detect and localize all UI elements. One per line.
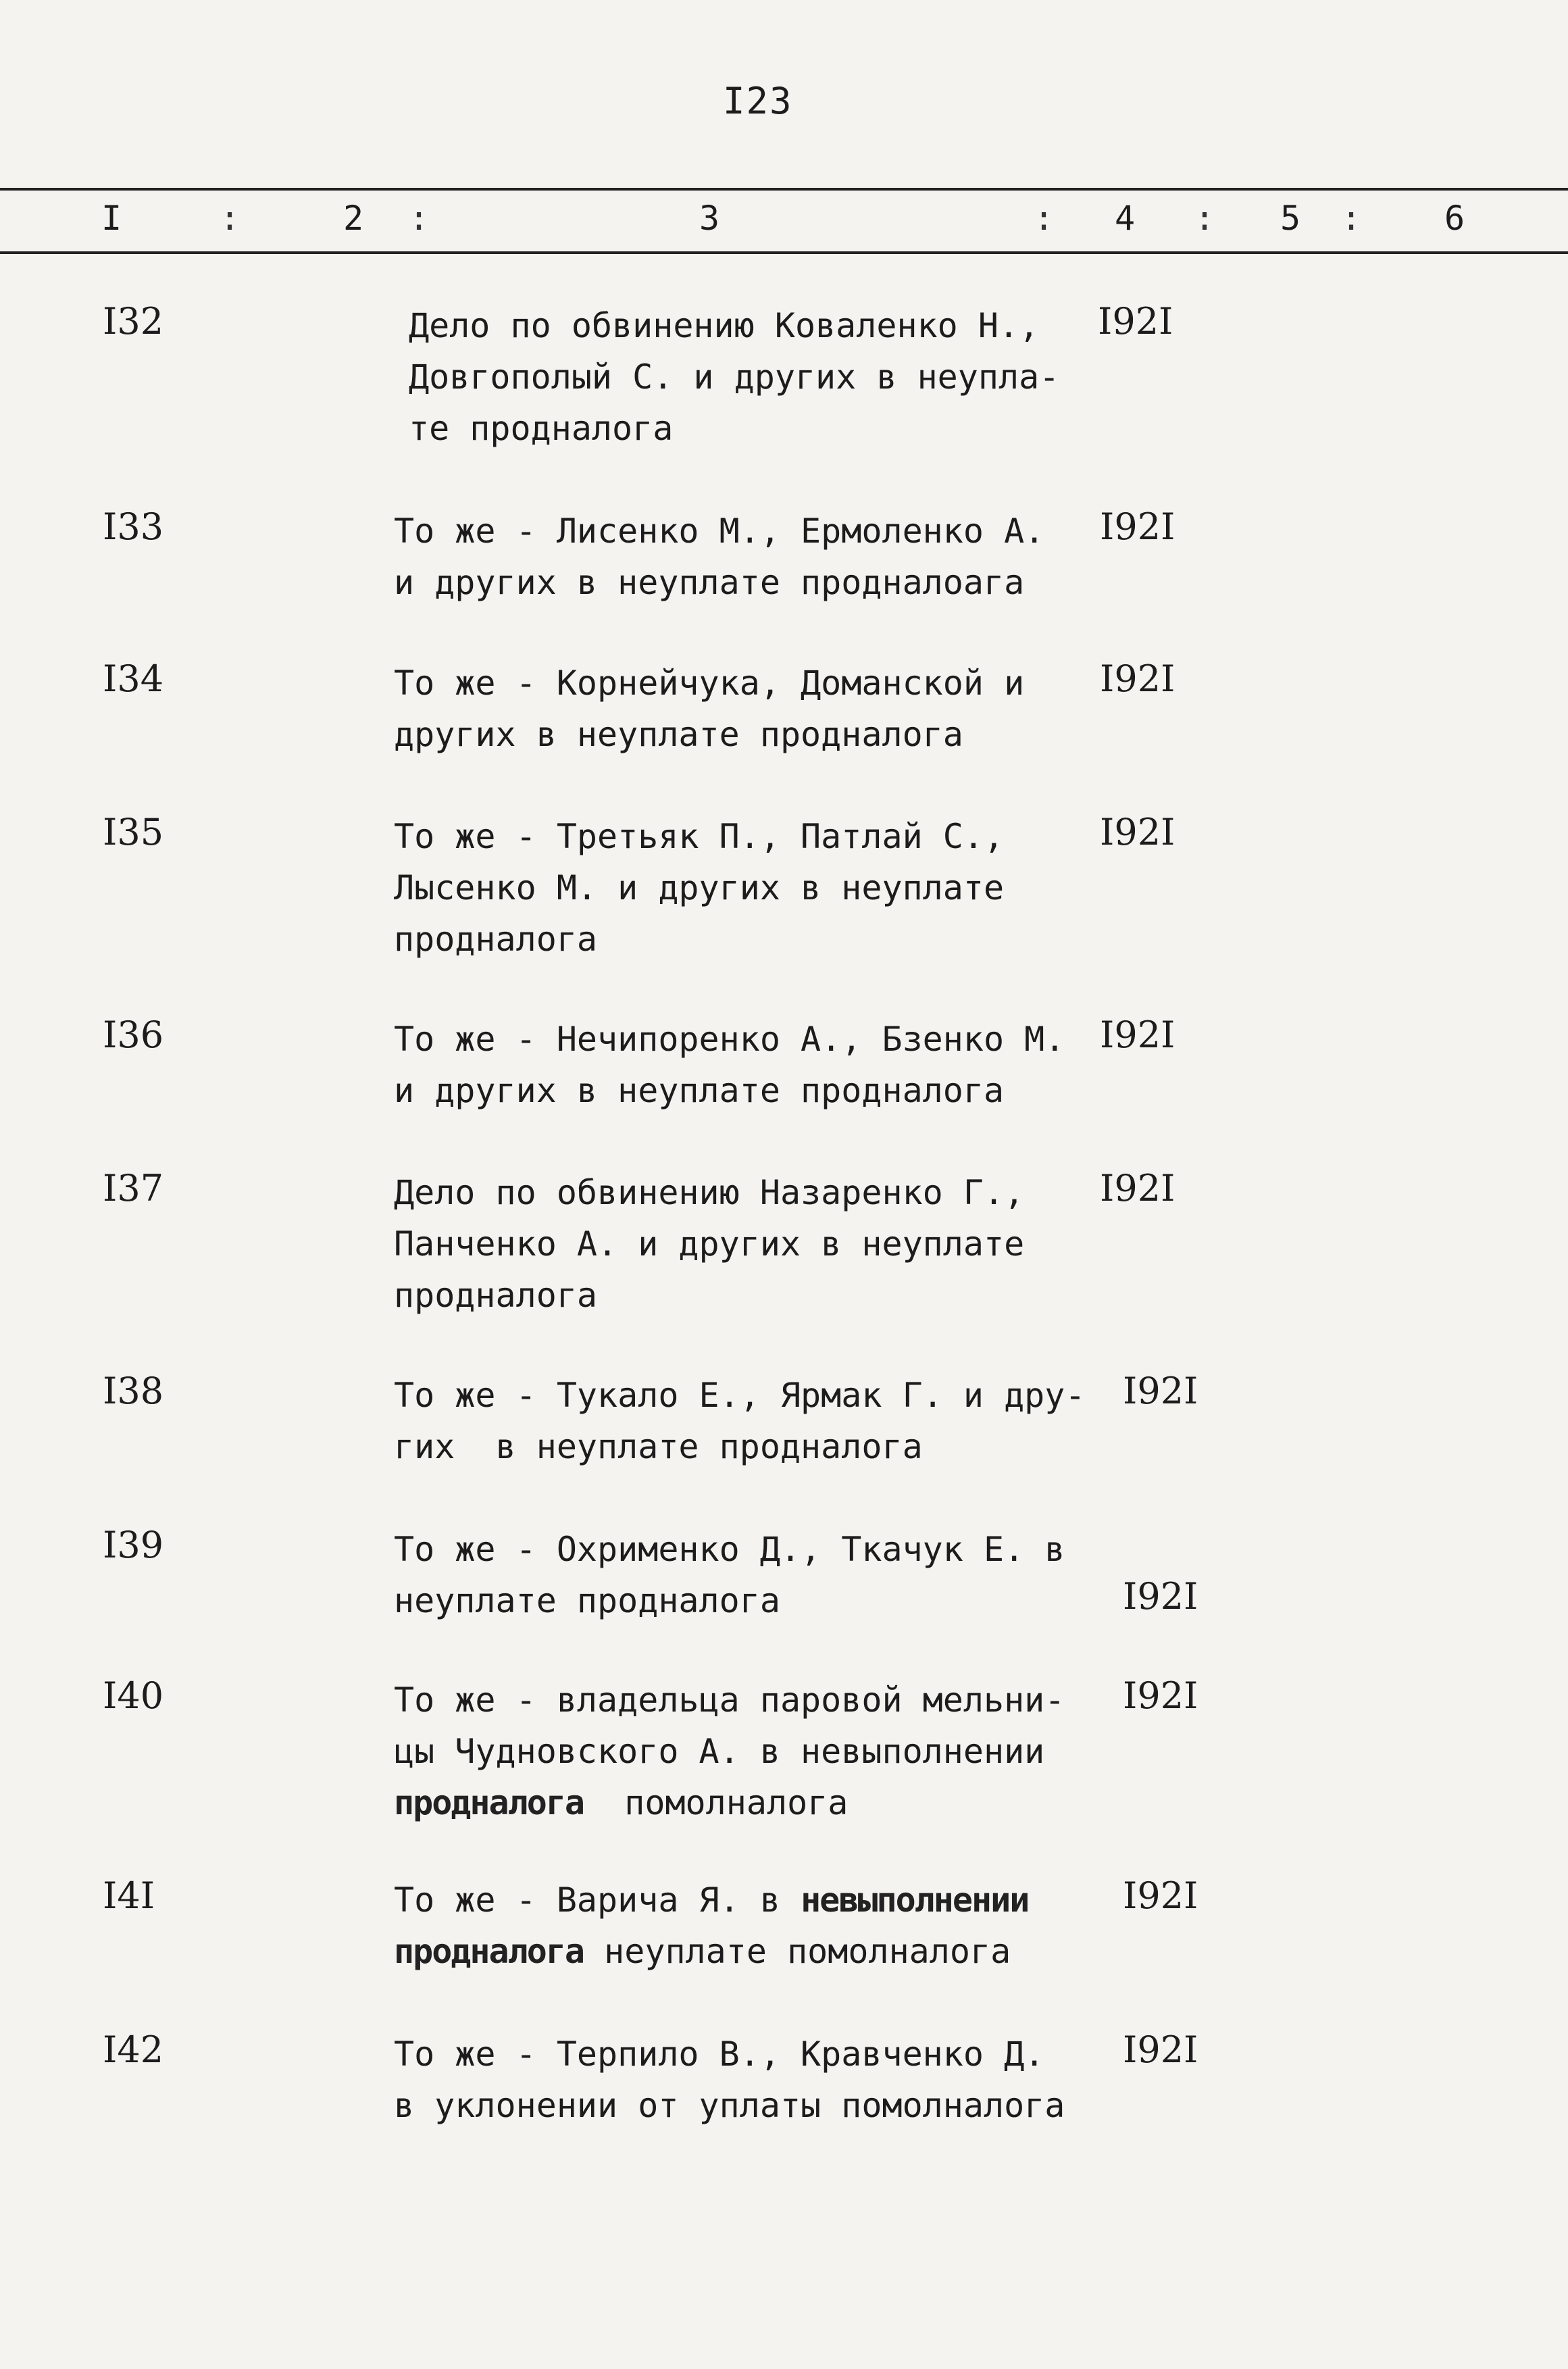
title-line: Довгополый С. и других в неупла- — [409, 357, 1060, 397]
case-title — [394, 1674, 1090, 1828]
year: I92I — [1098, 300, 1173, 343]
case-title — [394, 1014, 1090, 1116]
title-line: гих в неуплате продналога — [394, 1427, 923, 1466]
struck-out-word: продналога — [394, 1932, 584, 1971]
title-line: Дело по обвинению Назаренко Г., — [394, 1173, 1025, 1212]
case-title — [394, 1524, 1090, 1626]
column-separator: : — [1034, 199, 1055, 238]
title-line: То же - Нечипоренко А., Бзенко М. — [394, 1020, 1065, 1059]
case-title — [394, 657, 1090, 760]
column-header-3: 3 — [699, 199, 720, 238]
case-title — [394, 1874, 1090, 1977]
title-line: продналога — [394, 920, 598, 959]
row-number: I42 — [103, 2028, 164, 2071]
column-header-1: I — [101, 199, 122, 238]
year: I92I — [1100, 1014, 1175, 1056]
column-separator: : — [1194, 199, 1215, 238]
row-number: I32 — [103, 300, 164, 343]
title-line — [394, 1777, 1090, 1828]
column-header-2: 2 — [343, 199, 364, 238]
column-header-6: 6 — [1444, 199, 1465, 238]
year: I92I — [1100, 505, 1175, 548]
struck-out-word: невыполнении — [801, 1880, 1029, 1920]
title-line: Лысенко М. и других в неуплате — [394, 868, 1005, 907]
case-title — [394, 2028, 1090, 2131]
year: I92I — [1100, 657, 1175, 700]
year: I92I — [1123, 1575, 1198, 1618]
year: I92I — [1100, 1167, 1175, 1210]
title-line: То же - Корнейчука, Доманской и — [394, 664, 1025, 703]
case-title — [394, 811, 1090, 965]
table-rule-top — [0, 188, 1568, 191]
case-title — [409, 300, 1105, 454]
table-rule-bottom — [0, 251, 1568, 254]
title-line: То же - Тукало Е., Ярмак Г. и дру- — [394, 1376, 1086, 1415]
title-line: То же - владельца паровой мельни- — [394, 1680, 1065, 1720]
title-line-text: неуплате помолналога — [604, 1932, 1011, 1971]
struck-out-word: продналога — [394, 1783, 584, 1822]
row-number: I34 — [103, 657, 164, 700]
title-line: других в неуплате продналога — [394, 715, 963, 754]
row-number: I40 — [103, 1674, 164, 1717]
title-line: цы Чудновского А. в невыполнении — [394, 1732, 1045, 1771]
case-title — [394, 505, 1090, 608]
year: I92I — [1123, 2028, 1198, 2071]
row-number: I33 — [103, 505, 164, 548]
column-separator: : — [409, 199, 430, 238]
title-line: продналога — [394, 1276, 598, 1315]
title-line: То же - Третьяк П., Патлай С., — [394, 817, 1005, 856]
title-line — [394, 1874, 1090, 1926]
year: I92I — [1123, 1370, 1198, 1412]
column-header-5: 5 — [1280, 199, 1301, 238]
title-line: То же - Лисенко М., Ермоленко А. — [394, 512, 1045, 551]
row-number: I37 — [103, 1167, 164, 1210]
row-number: I39 — [103, 1524, 164, 1566]
title-line: То же - Охрименко Д., Ткачук Е. в — [394, 1530, 1065, 1569]
year: I92I — [1123, 1674, 1198, 1717]
title-line: То же - Терпило В., Кравченко Д. — [394, 2035, 1045, 2074]
row-number: I35 — [103, 811, 164, 853]
title-line: неуплате продналога — [394, 1581, 780, 1620]
case-title — [394, 1370, 1090, 1472]
title-line-text: То же - Варича Я. в — [394, 1880, 780, 1920]
case-title — [394, 1167, 1090, 1321]
title-line: Панченко А. и других в неуплате — [394, 1224, 1025, 1264]
row-number: I36 — [103, 1014, 164, 1056]
year: I92I — [1123, 1874, 1198, 1917]
row-number: I4I — [103, 1874, 155, 1917]
title-line — [394, 1926, 1090, 1977]
title-line: в уклонении от уплаты помолналога — [394, 2086, 1065, 2125]
column-separator: : — [1341, 199, 1362, 238]
column-header-4: 4 — [1115, 199, 1136, 238]
title-line: и других в неуплате продналога — [394, 1071, 1005, 1110]
title-line-text: помолналога — [624, 1783, 849, 1822]
page-number: I23 — [723, 80, 793, 122]
column-separator: : — [220, 199, 241, 238]
title-line: и других в неуплате продналоага — [394, 563, 1025, 602]
title-line: те продналога — [409, 409, 674, 448]
year: I92I — [1100, 811, 1175, 853]
title-line: Дело по обвинению Коваленко Н., — [409, 306, 1040, 345]
row-number: I38 — [103, 1370, 164, 1412]
